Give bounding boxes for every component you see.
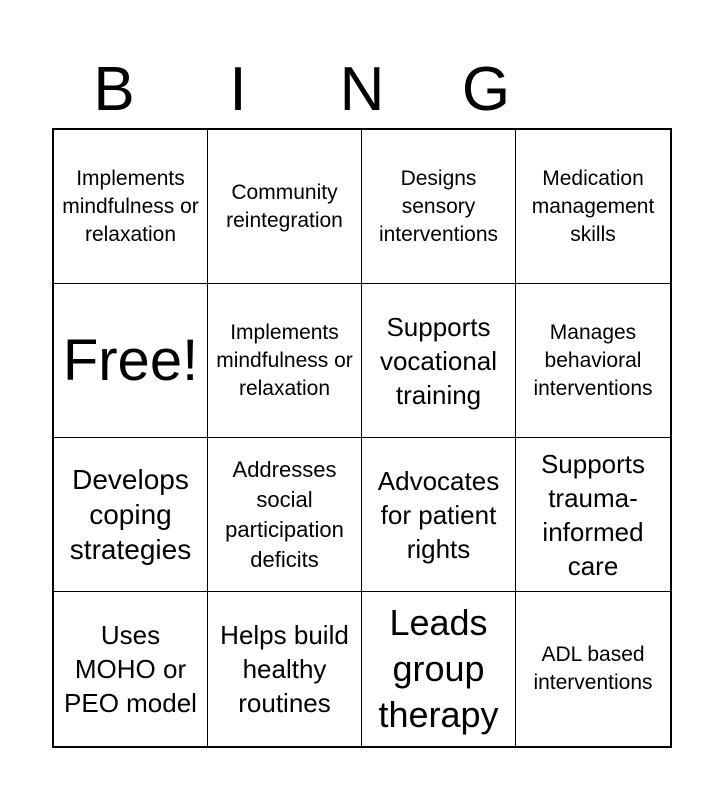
bingo-header xyxy=(52,55,672,125)
bingo-cell[interactable] xyxy=(516,438,670,592)
cell-text: Implements mindfulness or relaxation xyxy=(62,166,199,246)
bingo-cell[interactable] xyxy=(54,130,208,284)
cell-text: Community reintegration xyxy=(226,180,343,232)
cell-text: Addresses social participation deficits xyxy=(225,456,344,572)
header-letter-b: B xyxy=(93,55,135,124)
cell-text: ADL based interventions xyxy=(533,643,653,694)
cell-text: Implements mindfulness or relaxation xyxy=(216,320,353,400)
bingo-cell[interactable] xyxy=(516,130,670,284)
cell-text: Helps build healthy routines xyxy=(220,620,349,718)
bingo-cell[interactable] xyxy=(208,130,362,284)
bingo-cell[interactable] xyxy=(208,438,362,592)
cell-text: Leads group therapy xyxy=(378,602,499,735)
bingo-cell[interactable] xyxy=(208,592,362,746)
bingo-cell[interactable] xyxy=(362,438,516,592)
bingo-cell[interactable] xyxy=(516,284,670,438)
header-letter-n: N xyxy=(339,55,385,124)
header-letter-i: I xyxy=(229,55,247,124)
cell-text: Supports vocational training xyxy=(379,311,498,410)
cell-text: Develops coping strategies xyxy=(69,464,192,565)
cell-text: Uses MOHO or PEO model xyxy=(64,620,197,718)
free-space-text: Free! xyxy=(62,327,199,393)
bingo-cell[interactable] xyxy=(208,284,362,438)
bingo-cell[interactable] xyxy=(516,592,670,746)
header-letter-g: G xyxy=(461,55,511,124)
bingo-cell[interactable] xyxy=(362,130,516,284)
bingo-cell[interactable] xyxy=(54,438,208,592)
cell-text: Supports trauma-informed care xyxy=(540,448,646,581)
bingo-cell[interactable] xyxy=(54,592,208,746)
bingo-cell[interactable] xyxy=(362,284,516,438)
bingo-cell[interactable] xyxy=(362,592,516,746)
cell-text: Advocates for patient rights xyxy=(377,465,500,564)
bingo-board xyxy=(52,128,672,748)
cell-text: Manages behavioral interventions xyxy=(533,320,653,400)
free-space-cell[interactable] xyxy=(54,284,208,438)
cell-text: Medication management skills xyxy=(531,166,655,246)
cell-text: Designs sensory interventions xyxy=(378,166,499,246)
